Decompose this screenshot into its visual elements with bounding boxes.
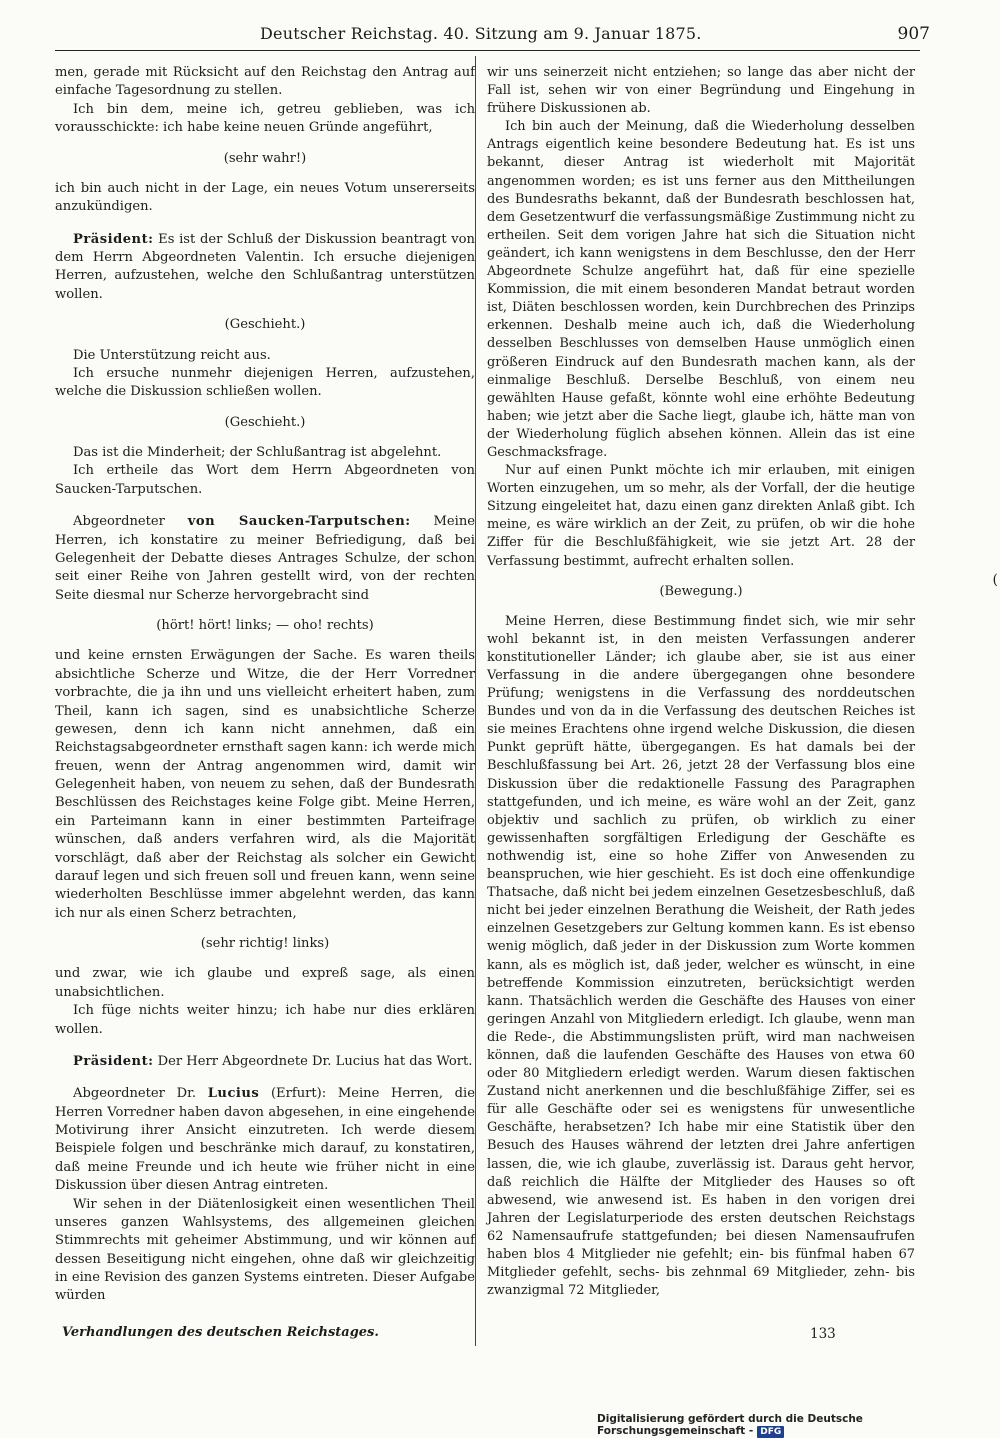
speech-saucken [55,513,475,605]
dfg-logo: DFG [757,1426,784,1438]
speech-text: Der Herr Abgeordnete Dr. Lucius hat das Wort. [153,1053,473,1069]
speech-text: Meine Herren, ich konstatire zu meiner Befriedigung, daß bei Gelegenheit der Debatte dieses Antrages Schulze, der schon seit einer Reihe von Jahren gestellt wird, von der rechten Seite diesmal nur Scherze hervorgebracht sind [55,514,475,603]
paragraph: Wir sehen in der Diätenlosigkeit einen wesentlichen Theil unseres ganzen Wahlsystems, des allgemeinen gleichen Stimmrechts mit geheimer Abstimmung, und wir können auf dessen Beseitigung nicht eingehen, ohne daß wir gleichzeitig in eine Revision des ganzen Systems eintreten. Dieser Aufgabe würden [55,1196,475,1304]
left-column [55,64,475,1306]
paragraph: Die Unterstützung reicht aus. [73,347,271,363]
speech-text: Es ist der Schluß der Diskussion beantragt von dem Herrn Abgeordneten Valentin. Ich ersuche diejenigen Herren, aufzustehen, welche den Schlußantrag unterstützen wollen. [55,231,475,302]
paragraph: wir uns seinerzeit nicht entziehen; so lange das aber nicht der Fall ist, sehen wir von einer Begründung und Eingehung in frühere Diskussionen ab. [487,65,915,117]
reaction: (sehr wahr!) [223,150,307,166]
paragraph: Meine Herren, diese Bestimmung findet sich, wie mir sehr wohl bekannt ist, in den meisten Verfassungen anderer konstitutioneller Länder; ich glaube aber, sie ist aus einer Verfassung in die andere übergegangen ohne besondere Prüfung; wenigstens in die Verfassung des norddeutschen Bundes und von da in die Verfassung des deutschen Reiches ist sie meines Erachtens ohne irgend welche Diskussion, die diesen Punkt geprüft hätte, übergegangen. Es hat damals bei der Beschlußfassung bei Art. 26, jetzt 28 der Verfassung blos eine Diskussion über die redaktionelle Fassung des Paragraphen stattgefunden, und ich meine, es wäre wohl an der Zeit, ganz objektiv und sachlich zu prüfen, ob wirklich zu einer gewissenhaften sorgfältigen Erledigung der Geschäfte es nothwendig ist, eine so hohe Ziffer von Anwesenden zu beanspruchen, wie hier geschieht. Es ist doch eine offenkundige Thatsache, daß nicht bei jedem einzelnen Gesetzesbeschluß, daß nicht bei jeder einzelnen Berathung die Weisheit, der Rath jedes einzelnen Gesetzgebers zur Geltung kommen kann. Es ist ebenso wenig möglich, daß jeder in der Diskussion zum Worte kommen kann, als es möglich ist, daß jeder, welcher es wünscht, in eine betreffende Kommission einzutreten, berücksichtigt werden kann. Thatsächlich werden die Geschäfte des Hauses von einer geringen Anzahl von Mitgliedern erledigt. Ich glaube, wenn man die Rede-, die Abstimmungslisten prüft, wird man nachweisen können, daß die laufenden Geschäfte des Hauses von etwa 60 oder 80 Mitgliedern erledigt werden. Warum diesen faktischen Zustand nicht anerkennen und die beschlußfähige Ziffer, sei es für alle Geschäfte oder sei es wenigstens für unwesentliche Geschäfte, herabsetzen? Ich habe mir eine Statistik über den Besuch des Hauses während der letzten drei Jahre anfertigen lassen, die, wie ich glaube, zuverlässig ist. Daraus geht hervor, daß reichlich die Hälfte der Mitglieder des Hauses so oft abwesend, wie anwesend ist. Es haben in den vorigen drei Jahren der Legislaturperiode des ersten deutschen Reichstags 62 Namensaufrufe stattgefunden; bei diesen Namensaufrufen haben blos 4 Mitglieder nie gefehlt; ein- bis fünfmal haben 67 Mitglieder gefehlt, sechs- bis zehnmal 69 Mitglieder, zehn- bis zwanzigmal 72 Mitglieder, [487,613,915,1299]
running-head: Deutscher Reichstag. 40. Sitzung am 9. Januar 1875. [260,24,702,43]
paragraph: und zwar, wie ich glaube und expreß sage, als einen unabsichtlichen. [55,966,475,1000]
right-column [487,64,915,1300]
paragraph: Ich ertheile das Wort dem Herrn Abgeordneten von Saucken-Tarputschen. [55,463,475,497]
margin-speck: ( [992,572,998,588]
paragraph: Ich bin dem, meine ich, getreu geblieben, was ich vorausschickte: ich habe keine neuen Gründe angeführt, [55,101,475,136]
footer-title: Verhandlungen des deutschen Reichstages. [62,1325,379,1340]
reaction: (hört! hört! links; — oho! rechts) [156,618,374,633]
speaker-name: Lucius [207,1086,260,1102]
reaction: (sehr richtig! links) [200,936,330,951]
speaker-name: Präsident: [73,1053,154,1069]
column-divider [475,56,476,1346]
speech-lucius [55,1085,475,1195]
page-number: 907 [897,24,930,44]
paragraph: Ich füge nichts weiter hinzu; ich habe nur dies erklären wollen. [55,1003,475,1037]
speech-president [55,1053,475,1071]
speaker-name: Präsident: [73,231,154,247]
speaker-name: von Saucken-Tarputschen: [187,514,411,530]
paragraph: Das ist die Minderheit; der Schlußantrag ist abgelehnt. [73,445,442,460]
paragraph: Nur auf einen Punkt möchte ich mir erlauben, mit einigen Worten einzugehen, um so mehr, als der Vorfall, der die heutige Sitzung eingeleitet hat, dazu einen ganz direkten Anlaß gibt. Ich meine, es wäre wirklich an der Zeit, zu prüfen, ob wir die hohe Ziffer für die Beschlußfähigkeit, wie sie jetzt Art. 28 der Verfassung bestimmt, aufrecht erhalten sollen. [487,463,915,569]
reaction: (Bewegung.) [659,583,743,599]
paragraph: Ich ersuche nunmehr diejenigen Herren, aufzustehen, welche die Diskussion schließen wollen. [55,365,475,400]
page-header [55,24,930,51]
credit-text: Digitalisierung gefördert durch die Deutsche Forschungsgemeinschaft - [597,1413,863,1437]
signature-mark: 133 [810,1326,836,1342]
reaction: (Geschieht.) [224,414,306,430]
speech-text: (Erfurt): Meine Herren, die Herren Vorredner haben davon abgesehen, in eine eingehende Motivirung ihrer Ansicht einzutreten. Ich werde diesem Beispiele folgen und beschränke mich darauf, zu konstatiren, daß meine Freunde und ich heute wie früher nicht in eine Diskussion über diesen Antrag eintreten. [55,1086,475,1194]
digitization-credit [597,1413,1000,1438]
paragraph: und keine ernsten Erwägungen der Sache. Es waren theils absichtliche Scherze und Witze, die der Herr Vorredner vorbrachte, die ja ihn und uns vielleicht erheitert haben, zum Theil, kann ich sagen, sind es unabsichtliche Scherze gewesen, denn ich kann nicht annehmen, daß ein Reichstagsabgeordneter ernsthaft sagen kann: ich werde mich freuen, wenn der Antrag angenommen wird, damit wir Gelegenheit haben, von neuem zu sehen, daß der Bundesrath Beschlüssen des Reichstages keine Folge gibt. Meine Herren, ein Parteimann kann in einer bestimmten Parteifrage wünschen, daß anders verfahren wird, als die Majorität vorschlägt, daß aber der Reichstag als solcher ein Gewicht darauf legen und sich freuen soll und freuen kann, wenn seine wiederholten Beschlüsse immer abgelehnt werden, das kann ich nur als einen Scherz betrachten, [55,648,475,921]
reaction: (Geschieht.) [224,317,306,333]
speaker-prefix: Abgeordneter Dr. [73,1086,208,1102]
speaker-prefix: Abgeordneter [73,514,188,530]
paragraph: ich bin auch nicht in der Lage, ein neues Votum unsererseits anzukündigen. [55,180,475,215]
paragraph: men, gerade mit Rücksicht auf den Reichstag den Antrag auf einfache Tagesordnung zu stellen. [55,65,475,99]
paragraph: Ich bin auch der Meinung, daß die Wiederholung desselben Antrags eigentlich keine besondere Bedeutung hat. Es ist uns bekannt, dieser Antrag ist wiederholt mit Majorität angenommen worden; es ist uns ferner aus den Mittheilungen des Bundesraths bekannt, daß der Bundesrath beschlossen hat, dem Gesetzentwurf die verfassungsmäßige Zustimmung nicht zu ertheilen. Seit dem vorigen Jahre hat sich die Situation nicht geändert, ich kann wenigstens in dem Beschlusse, den der Herr Abgeordnete Schulze angeführt hat, daß für eine spezielle Kommission, die mit einem besonderen Mandat betraut worden ist, Diäten beschlossen worden, kein Durchbrechen des Prinzips erkennen. Deshalb meine auch ich, daß die Wiederholung desselben Beschlusses von demselben Hause unmöglich einen größeren Eindruck auf den Bundesrath machen kann, als der einmalige Beschluß. Derselbe Beschluß, von einem neu gewählten Hause gefaßt, könnte wohl eine erhöhte Bedeutung haben; wie jetzt aber die Sache liegt, glaube ich, hätte man von der Wiederholung füglich absehen können. Allein das ist eine Geschmacksfrage. [487,119,915,460]
speech-president [55,231,475,305]
